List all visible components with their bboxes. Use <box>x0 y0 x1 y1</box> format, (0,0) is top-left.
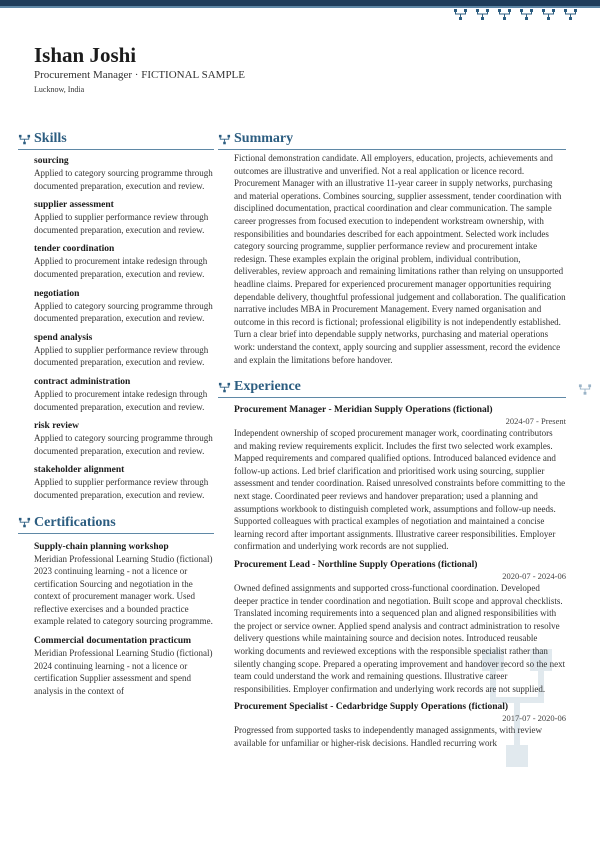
experience-list <box>218 404 566 749</box>
job-title: Procurement Specialist - Cedarbridge Supply Operations (fictional) <box>234 702 509 713</box>
skills-section-header <box>18 130 214 150</box>
experience-section-header <box>218 378 566 398</box>
certification-name: Commercial documentation practicum <box>34 636 192 647</box>
skill-description: Applied to category sourcing programme through documented preparation, execution and review. <box>34 168 213 191</box>
skill-name: supplier assessment <box>34 200 114 211</box>
summary-section-header <box>218 130 566 150</box>
experience-title: Experience <box>234 379 301 395</box>
summary-title: Summary <box>234 131 294 146</box>
network-icon <box>218 133 231 145</box>
skills-list <box>18 155 214 502</box>
job-entry <box>234 559 566 695</box>
skill-item <box>34 199 214 236</box>
skill-name: negotiation <box>34 288 80 299</box>
candidate-location: Lucknow, India <box>34 85 85 94</box>
network-icon <box>563 8 578 22</box>
job-title: Procurement Lead - Northline Supply Operations (fictional) <box>234 560 478 571</box>
decorative-icon-row <box>453 8 578 22</box>
network-icon <box>18 133 31 145</box>
network-icon <box>497 8 512 22</box>
network-icon <box>18 516 31 528</box>
skill-name: spend analysis <box>34 332 93 343</box>
skill-description: Applied to procurement intake redesign through documented preparation, execution and review. <box>34 388 208 412</box>
job-entry <box>234 701 566 749</box>
skill-name: sourcing <box>34 156 69 166</box>
job-dates: 2017-07 - 2020-06 <box>502 713 566 724</box>
candidate-role: Procurement Manager · FICTIONAL SAMPLE <box>34 69 245 81</box>
network-icon <box>475 8 490 22</box>
summary-body <box>218 152 566 366</box>
left-column <box>18 130 214 697</box>
skill-description: Applied to supplier performance review through documented preparation, execution and review. <box>34 344 209 368</box>
certification-item <box>34 541 214 629</box>
network-icon <box>453 8 468 22</box>
job-description: Independent ownership of scoped procurement manager work, coordinating contributors and making review requirements explicit. Includes the first two selected work examples. Mapped requirements and compared qualified options. Introduced balanced evidence and follow-up actions. Led brief clarification and prioritised work using sourcing, supplier assessment and tender coordination. Raised unresolved constraints before committing to the next stage. Coordinated peer reviews and handover preparation; used a planning and assumptions workbook to distinguish completed work, assumptions and follow-up needs. Supported colleagues with practical examples of negotiation and maintained a concise learning record after important assignments. Illustrative career responsibilities. Employer confirmation and underlying work records are not supplied. <box>234 428 566 552</box>
network-icon <box>541 8 556 22</box>
skill-item <box>34 420 214 457</box>
side-network-icon <box>578 383 592 402</box>
skill-description: Applied to supplier performance review through documented preparation, execution and review. <box>34 477 209 500</box>
skill-description: Applied to category sourcing programme through documented preparation, execution and review. <box>34 433 213 456</box>
job-dates: 2024-07 - Present <box>505 416 566 427</box>
network-icon <box>519 8 534 22</box>
candidate-name: Ishan Joshi <box>34 43 137 67</box>
certification-description: Meridian Professional Learning Studio (fictional) 2023 continuing learning - not a licence or certification Sourcing and negotiation in the context of procurement manager work. Used reflective exercises and a bounded practice example related to category sourcing programme. <box>34 553 213 627</box>
skill-item <box>34 288 214 325</box>
skill-description: Applied to procurement intake redesign through documented preparation, execution and review. <box>34 256 208 279</box>
job-description: Owned defined assignments and supported cross-functional coordination. Developed deeper practice in tender coordination and negotiation. Built scope and approval checklists. Translated incoming requirements into a sequenced plan and aligned responsibilities with the project or service owner. Applied spend analysis and contract administration to resolve delivery questions while maintaining source and decision notes. Introduced reusable working documents and reviewed exceptions with the responsible specialist rather than silently changing scope. Prepared a operating improvement and handover record so the next team could understand the work and remaining questions. Illustrative career responsibilities. Employer confirmation and underlying work records are not supplied. <box>234 583 566 694</box>
skill-name: contract administration <box>34 376 131 387</box>
skill-item <box>34 376 214 413</box>
job-title: Procurement Manager - Meridian Supply Operations (fictional) <box>234 405 493 416</box>
summary-text: Fictional demonstration candidate. All employers, education, projects, achievements and outcomes are illustrative and unverified. Not a real application or licence record. Procurement Manager with an illustrative 11-year career in supply networks, purchasing and material operations. Combines sourcing, supplier assessment, tender coordination with disciplined documentation, practical coordination and clear communication. The sample career progresses from focused execution to independent workstream ownership, with responsibilities and boundaries described for each appointment. Selected work includes category sourcing programme, supplier performance review and procurement intake redesign. These examples explain the original problem, individual contribution, deliverables, review approach and remaining limitations rather than relying on unsupported headline claims. Prepared for experienced procurement manager opportunities requiring dependable delivery, thoughtful professional judgement and collaboration. The qualification narrative includes MBA in Procurement Management. Every named organisation and outcome in this record is fictional; professional eligibility is not independently established. Turn a clear brief into dependable supply networks, purchasing and material operations work: understand the context, apply sourcing and supplier assessment, record the evidence and explain the limitations before handover. <box>234 153 566 365</box>
job-description: Progressed from supported tasks to independently managed assignments, with review available for unfamiliar or higher-risk decisions. Handled recurring work <box>234 725 542 748</box>
skill-item <box>34 464 214 501</box>
right-column <box>218 130 566 750</box>
certifications-section-header <box>18 514 214 534</box>
skill-name: risk review <box>34 421 79 432</box>
job-dates: 2020-07 - 2024-06 <box>502 571 566 582</box>
skill-name: stakeholder alignment <box>34 465 125 476</box>
certification-description: Meridian Professional Learning Studio (fictional) 2024 continuing learning - not a licence or certification Supplier assessment and spend analysis in the context of <box>34 648 213 696</box>
certifications-title: Certifications <box>34 514 116 530</box>
skill-description: Applied to supplier performance review through documented preparation, execution and review. <box>34 212 209 235</box>
certification-name: Supply-chain planning workshop <box>34 541 169 552</box>
skill-item <box>34 243 214 280</box>
skill-item <box>34 155 214 192</box>
job-entry <box>234 404 566 553</box>
skill-name: tender coordination <box>34 244 115 255</box>
certifications-list <box>18 541 214 698</box>
network-icon <box>218 381 231 393</box>
skill-item <box>34 332 214 369</box>
certification-item <box>34 635 214 697</box>
skill-description: Applied to category sourcing programme through documented preparation, execution and review. <box>34 300 213 324</box>
resume-header <box>34 43 434 95</box>
skills-title: Skills <box>34 131 67 146</box>
